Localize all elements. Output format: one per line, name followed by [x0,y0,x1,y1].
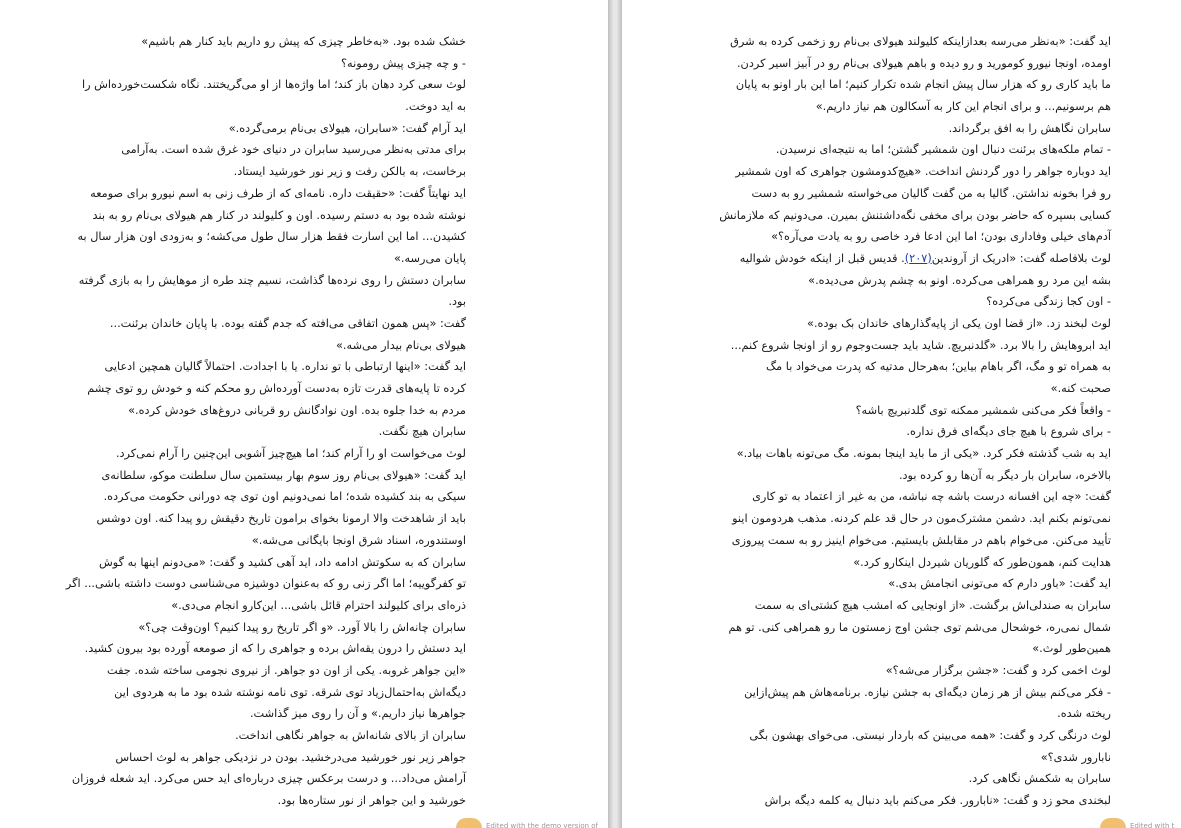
text-line: مردم به خدا جلوه بده. اون نوادگانش رو قربانی دروغ‌های خودش کرده.» [128,403,466,417]
demo-watermark [1100,818,1174,828]
text-line: بالاخره، سابران بار دیگر به آن‌ها رو کرده بود. [898,468,1111,482]
watermark-text: Edited with the demo version of [486,822,599,828]
text-line: هم برسونیم... و برای انجام این کار به آسکالون هم نیاز داریم.» [815,100,1111,114]
watermark-badge-icon [1100,818,1126,828]
text-line: اید گفت: «اینها ارتباطی با تو نداره. یا با اجدادت. احتمالاً گالیان همچین ادعایی [104,360,466,374]
text-line: اید آرام گفت: «سابران، هیولای بی‌نام برمی‌گرده.» [228,121,466,135]
text-line: اید گفت: «باور دارم که می‌تونی انجامش بدی.» [888,577,1111,591]
text-line: سابران دستش را روی نرده‌ها گذاشت، نسیم چند طره از موهایش را به بازی گرفته [78,273,466,287]
text-line: همین‌طور لوث.» [1032,642,1111,656]
text-line: نمی‌تونم بکنم اید. دشمن مشترک‌مون در حال قد علم کردنه. مذهب هردومون اینو [732,512,1111,526]
text-line: سابران به شکمش نگاهی کرد. [968,772,1111,786]
text-line: آرامش می‌داد... و درست برعکس چیزی درباره‌ای اید حس می‌کرد. اید شعله فروزان [71,772,466,786]
text-line: اید دستش را درون یقه‌اش برده و جواهری را که از صومعه آورده بود بیرون کشید. [84,642,466,656]
text-line: اید گفت: «به‌نظر می‌رسه بعدازاینکه کلیولند هیولای بی‌نام رو زخمی کرده به شرق [730,35,1111,48]
text-line: نابارور شدی؟» [1040,750,1111,764]
text-line: - برای شروع با هیچ جای دیگه‌ای فرق نداره. [906,425,1111,439]
text-line: نوشته شده بود به دستم رسیده. اون و کلیولند در کنار هم هیولای بی‌نام رو به بند [92,208,466,222]
text-line: هدایت کنم، همون‌طور که گلوریان شیردل اینکارو کرد.» [853,555,1111,569]
text-line: تو کفرگوییه؛ اما اگر زنی رو که به‌عنوان دوشیزه می‌شناسی دوست داشته باشی... اگر [65,577,466,591]
page-gutter [608,0,622,828]
text-line: اید به شب گذشته فکر کرد. «یکی از ما باید اینجا بمونه. مگ می‌تونه باهات بیاد.» [736,447,1111,461]
text-line: باید از شاهدخت والا ارمونا بخوای برامون تاریخ دقیقش رو پیدا کنه. اون دوشس [96,512,466,526]
text-line: صحبت کنه.» [1050,382,1111,395]
text-line: اید گفت: «هیولای بی‌نام روز سوم بهار بیستمین سال سلطنت موکو، سلطانه‌ی [101,468,466,482]
text-line: شمال نمی‌ره، خوشحال می‌شم توی جشن اوج زمستون ما رو همراهی کنی. تو هم [728,620,1111,634]
text-line: سابران که به سکوتش ادامه داد، اید آهی کشید و گفت: «می‌دونم اینها به گوش [98,555,466,569]
text-line: اومده، اونجا نیورو کومورید و رو دیده و باهم هیولای بی‌نام رو در آبیز اسیر کردن. [736,56,1111,70]
text-line: لبخندی محو زد و گفت: «نابارور. فکر می‌کنم باید دنبال یه کلمه دیگه براش [764,794,1111,808]
right-page-text [719,31,1111,812]
text-line: به اید دوخت. [405,100,466,114]
text-line: خشک شده بود. «به‌خاطر چیزی که پیش رو داریم باید کنار هم باشیم» [141,35,466,48]
demo-watermark [456,818,598,828]
text-line: - تمام ملکه‌های برئنت دنبال اون شمشیر گشتن؛ اما به نتیجه‌ای نرسیدن. [775,143,1111,157]
text-line: لوث درنگی کرد و گفت: «همه می‌بینن که باردار نیستی. می‌خوای بهشون بگی [749,729,1111,742]
text-line: لوث سعی کرد دهان باز کند؛ اما واژه‌ها از او می‌گریختند. نگاه شکست‌خورده‌اش را [81,78,466,92]
text-line: جواهرها نیاز داریم.» و آن را روی میز گذاشت. [249,707,466,721]
text-line: ذره‌ای برای کلیولند احترام قائل باشی... این‌کارو انجام می‌دی.» [171,598,466,612]
text-line: پایان می‌رسه.» [393,251,466,265]
text-line: - اون کجا زندگی می‌کرده؟ [986,295,1111,309]
text-line: جواهر زیر نور خورشید می‌درخشید. بودن در نزدیکی جواهر به لوث احساس [115,750,466,764]
text-line: لوث می‌خواست او را آرام کند؛ اما هیچ‌چیز آشوبی این‌چنین را آرام نمی‌کرد. [115,447,466,461]
text-line: بود. [448,295,466,309]
text-line: اید دوباره جواهر را دور گردنش انداخت. «هیچ‌کدومشون جواهری که اون شمشیر [735,165,1111,179]
watermark-badge-icon [456,818,482,828]
text-line: سابران نگاهش را به افق برگرداند. [948,121,1111,135]
text-line: اید نهایتاً گفت: «حقیقت داره. نامه‌ای که از طرف زنی به اسم نیورو برای صومعه [90,186,466,200]
text-line: سابران از بالای شانه‌اش به جواهر نگاهی انداخت. [235,729,466,742]
watermark-text: Edited with t [1130,822,1175,828]
text-line: کرده تا پایه‌های قدرت تازه به‌دست آورده‌اش رو محکم کنه و خودش رو توی چشم [87,382,466,395]
text-line: - و چه چیزی پیش رومونه؟ [341,56,466,70]
text-line: کسایی بسپره که حاضر بودن برای مخفی نگه‌داشتنش بمیرن. می‌دونیم که ملازمانش [719,208,1111,222]
text-line: سابران به صندلی‌اش برگشت. «از اونجایی که امشب هیچ کشتی‌ای به سمت [754,598,1111,612]
text-line: - فکر می‌کنم بیش از هر زمان دیگه‌ای به جشن نیازه. برنامه‌هاش هم پیش‌ازاین [744,685,1111,699]
text-line: ریخته شده. [1057,707,1111,721]
text-line: «این جواهر غروبه. یکی از اون دو جواهر. از نیروی نجومی ساخته شده. جفت [107,663,466,677]
text-line: گفت: «پس همون اتفاقی می‌افته که جدم گفته بوده. با پایان خاندان برئنت... [109,316,466,330]
text-line: ما باید کاری رو که هزار سال پیش انجام شده تکرار کنیم؛ اما این بار اونو به پایان [735,78,1111,92]
text-line: تأیید می‌کنن. می‌خوام باهم در مقابلش بایستیم. می‌خوام اینیز رو به سمت پیروزی [731,533,1111,547]
right-page [622,0,1181,828]
text-line: دیگه‌اش به‌احتمال‌زیاد توی شرقه. توی نامه نوشته شده بود ما به هردوی این [114,685,466,699]
left-page-text [65,31,466,812]
text-line: سابران هیچ نگفت. [378,425,466,439]
text-line: سیکی به بند کشیده شده؛ اما نمی‌دونیم اون توی چه دورانی حکومت می‌کرده. [103,490,466,504]
text-line: رو فرا بخونه نداشتن. گالیا به من گفت گالیان می‌خواسته شمشیر رو به دست [751,186,1111,200]
text-line: برای مدتی به‌نظر می‌رسید سابران در دنیای خود غرق شده است. به‌آرامی [121,143,466,157]
text-line: به همراه تو و مگ، اگر باهام بیاین؛ به‌هرحال مدتیه که پدرت می‌خواد با مگ [766,360,1111,374]
text-line: اوستندوره، اسناد شرق اونجا بایگانی می‌شه.» [251,533,466,547]
text-line: لوث بلافاصله گفت: «ادریک از آروندین(۲۰۷). قدیس قبل از اینکه خودش شوالیه [739,251,1111,265]
footnote-link[interactable]: (۲۰۷) [904,251,932,265]
text-line: سابران چانه‌اش را بالا آورد. «و اگر تاریخ رو پیدا کنیم؟ اون‌وقت چی؟» [138,620,466,634]
text-line: کشیدن... اما این اسارت فقط هزار سال طول می‌کشه؛ و به‌زودی اون هزار سال به [77,230,466,244]
text-line: گفت: «چه این افسانه درست باشه چه نباشه، من به غیر از اعتماد به تو کاری [752,490,1111,504]
text-line: لوث اخمی کرد و گفت: «جشن برگزار می‌شه؟» [885,663,1111,677]
text-line: - واقعاً فکر می‌کنی شمشیر ممکنه توی گلدنبریچ باشه؟ [855,403,1111,417]
text-line: آدم‌های خیلی وفاداری بودن؛ اما این ادعا فرد خاصی رو به یادت می‌آره؟» [771,230,1111,244]
text-line: هیولای بی‌نام بیدار می‌شه.» [336,338,466,352]
text-line: لوث لبخند زد. «از قضا اون یکی از پایه‌گذارهای خاندان بک بوده.» [807,316,1111,330]
text-line: اید ابروهایش را بالا برد. «گلدنبریچ. شاید باید جست‌وجوم رو از اونجا شروع کنم... [730,338,1111,352]
text-line: خورشید و این جواهر از نور ستاره‌ها بود. [277,794,466,808]
text-line: بشه این مرد رو همراهی می‌کرده. اونو به چشم پدرش می‌دیده.» [808,273,1111,287]
text-line: برخاست، به بالکن رفت و زیر نور خورشید ایستاد. [233,165,466,179]
